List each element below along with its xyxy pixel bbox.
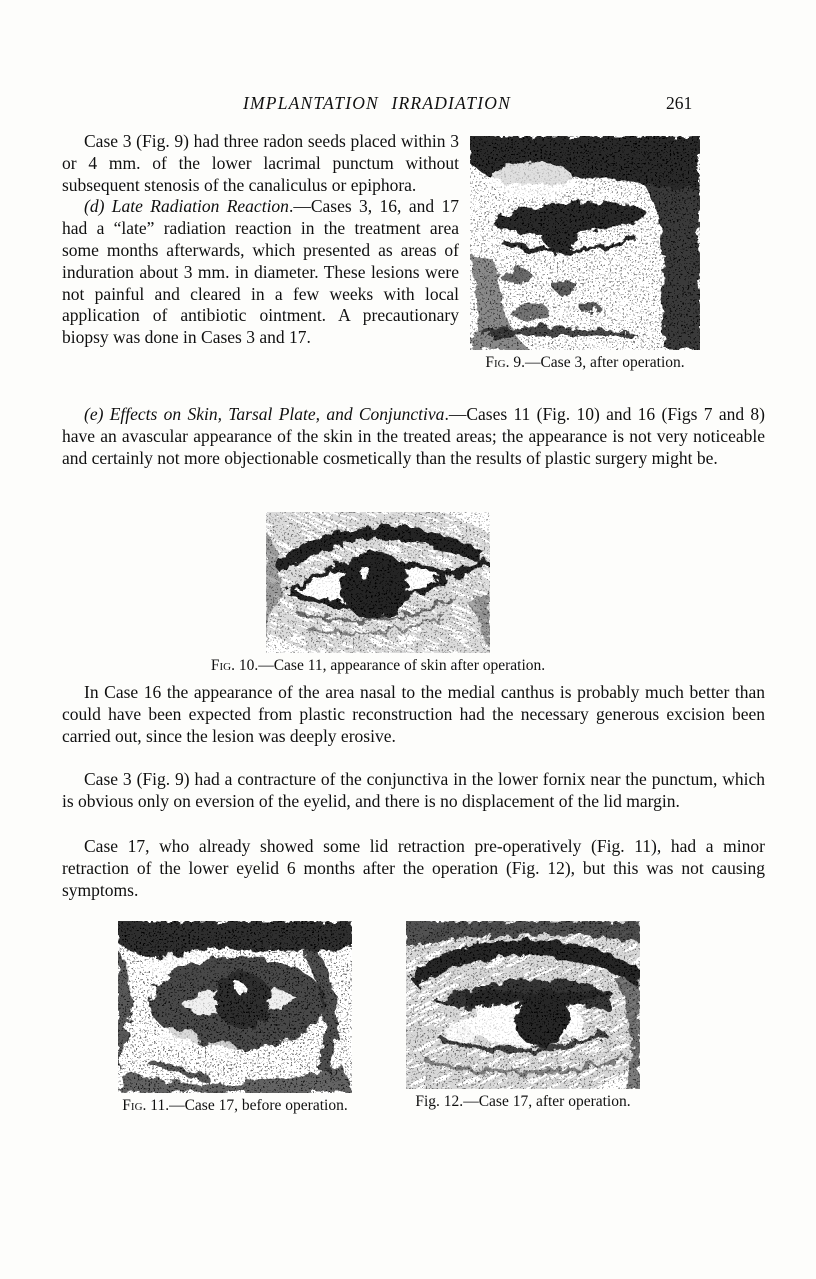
fig9-eye-photo (470, 136, 700, 350)
figure-9 (468, 136, 702, 372)
fig9-caption-text: —Case 3, after operation. (524, 354, 685, 371)
fig12-caption (398, 1093, 648, 1111)
paragraph-late-radiation-text: .—Cases 3, 16, and 17 had a “late” radiation reaction in the treatment area some months afterwards, which presented as areas of induration about 3 mm. in diameter. These lesions were not painful and cleared in a few weeks with local application of antibiotic ointment. A precautionary biopsy was done in Cases 3 and 17. (62, 196, 459, 348)
paragraph-case17 (62, 836, 765, 901)
fig10-caption (198, 657, 558, 675)
fig12-caption-text: —Case 17, after operation. (463, 1093, 631, 1110)
left-column (62, 131, 459, 349)
fig10-caption-label: Fig. 10. (210, 657, 259, 674)
fig11-eye-photo (118, 921, 352, 1093)
paragraph-case16 (62, 682, 765, 747)
paragraph-case3-contracture (62, 769, 765, 813)
paragraph-effects-skin-text: .—Cases 11 (Fig. 10) and 16 (Figs 7 and 8) have an avascular appearance of the skin in the treated areas; the appearance is not very noticeable and certainly not more objectionable cosmetically than the results of plastic surgery might be. (62, 404, 765, 468)
paragraph-case3 (62, 131, 459, 196)
figure-11 (110, 921, 360, 1115)
paragraph-case16-text: In Case 16 the appearance of the area nasal to the medial canthus is probably much better than could have been expected from plastic reconstruction had the necessary generous excision been carried out, since the lesion was deeply erosive. (62, 682, 765, 746)
paragraph-case17-p (62, 836, 765, 901)
paragraph-case3-contracture-text: Case 3 (Fig. 9) had a contracture of the conjunctiva in the lower fornix near the punctum, which is obvious only on eversion of the eyelid, and there is no displacement of the lid margin. (62, 769, 765, 811)
fig12-eye-photo (406, 921, 640, 1089)
paragraph-effects-skin-heading: (e) Effects on Skin, Tarsal Plate, and Conjunctiva (84, 404, 445, 424)
running-title: IMPLANTATION IRRADIATION (243, 93, 511, 113)
figure-12 (398, 921, 648, 1111)
fig11-caption-text: —Case 17, before operation. (169, 1097, 348, 1114)
fig12-caption-label: Fig. 12. (415, 1093, 464, 1110)
paragraph-case17-text: Case 17, who already showed some lid retraction pre-operatively (Fig. 11), had a minor retraction of the lower eyelid 6 months after the operation (Fig. 12), but this was not causing symptoms. (62, 836, 765, 900)
fig11-caption-label: Fig. 11. (122, 1097, 170, 1114)
figure-10 (198, 512, 558, 675)
fig11-caption (110, 1097, 360, 1115)
fig9-caption-label: Fig. 9. (485, 354, 525, 371)
paragraph-case3-text: Case 3 (Fig. 9) had three radon seeds placed within 3 or 4 mm. of the lower lacrimal punctum without subsequent stenosis of the canaliculus or epiphora. (62, 131, 459, 195)
fig10-eye-photo (266, 512, 490, 653)
page-number: 261 (666, 93, 693, 113)
paragraph-late-radiation-heading: (d) Late Radiation Reaction (84, 196, 289, 217)
paragraph-case3-contracture-p (62, 769, 765, 813)
fig9-caption (468, 354, 702, 372)
paragraph-effects-skin (62, 404, 765, 469)
paragraph-late-radiation (62, 196, 459, 349)
paragraph-case16-p (62, 682, 765, 747)
paragraph-effects-skin-p (62, 404, 765, 469)
fig10-caption-text: —Case 11, appearance of skin after operation. (258, 657, 546, 674)
